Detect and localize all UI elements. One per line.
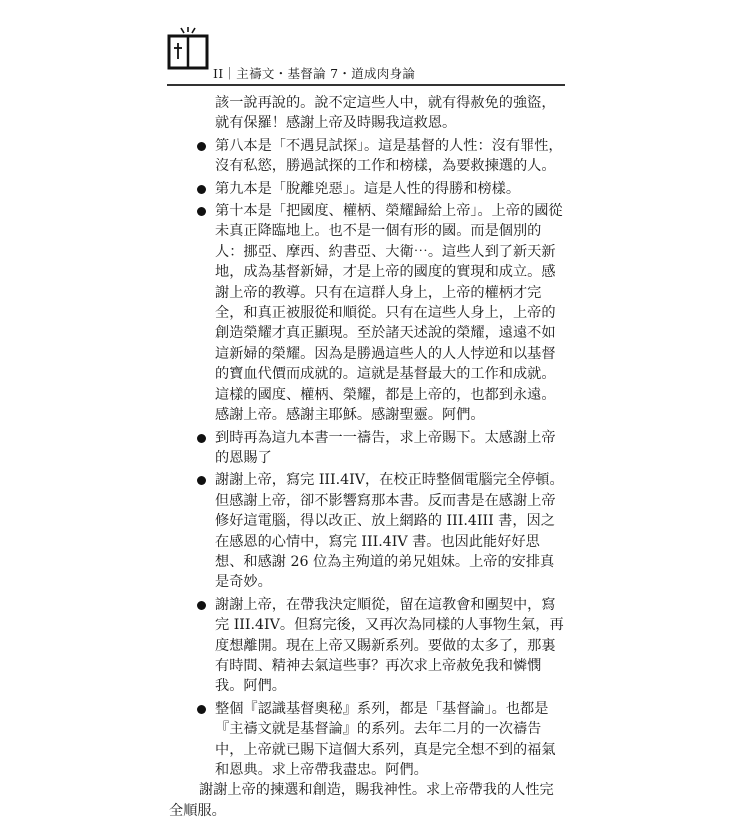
list-item-text: 到時再為這九本書一一禱告，求上帝賜下。太感謝上帝的恩賜了 <box>215 429 556 466</box>
closing-paragraph: 謝謝上帝的揀選和創造，賜我神性。求上帝帶我的人性完全順服。 <box>169 782 554 819</box>
continuation-paragraph: 該一說再說的。說不定這些人中，就有得赦免的強盜，就有保羅！感謝上帝及時賜我這救恩。 <box>215 95 556 132</box>
bullet-icon <box>197 705 206 714</box>
body-text <box>169 93 567 821</box>
bullet-icon <box>197 434 206 443</box>
list-item-text: 第九本是「脫離兇惡」。這是人性的得勝和榜樣。 <box>215 180 521 197</box>
list-item <box>169 595 567 697</box>
bullet-icon <box>197 476 206 485</box>
list-item-text: 整個『認識基督奧秘』系列，都是「基督論」。也都是『主禱文就是基督論』的系列。去年二月的一次禱告中，上帝就已賜下這個大系列，真是完全想不到的福氣和恩典。求上帝帶我盡忠。阿們。 <box>215 700 556 778</box>
list-item <box>169 699 567 781</box>
bullet-icon <box>197 142 206 151</box>
list-item-text: 第十本是「把國度、權柄、榮耀歸給上帝」。上帝的國從未真正降臨地上。也不是一個有形的國。而是個別的人：挪亞、摩西、約書亞、大衛⋯。這些人到了新天新地，成為基督新婦，才是上帝的國度的實現和成立。感謝上帝的教導。只有在這群人身上，上帝的權柄才完全，和真正被服從和順從。只有在這些人身上，上帝的創造榮耀才真正顯現。至於諸天述說的榮耀，遠遠不如這新婦的榮耀。因為是勝過這些人的人人悖逆和以基督的寶血代價而成就的。這就是基督最大的工作和成就。這樣的國度、權柄、榮耀，都是上帝的，也都到永遠。感謝上帝。感謝主耶穌。感謝聖靈。阿們。 <box>215 203 563 424</box>
header-divider <box>167 84 565 86</box>
list-item <box>169 179 567 199</box>
list-item-text: 謝謝上帝，寫完 III.4IV，在校正時整個電腦完全停頓。但感謝上帝，卻不影響寫那本書。反而書是在感謝上帝修好這電腦，得以改正、放上網路的 III.4III 書，因之在感恩的心情中，寫完 III.4IV 書。也因此能好好思想、和感謝 26 位為主殉道的弟兄姐妹。上帝的安排真是奇妙。 <box>215 472 564 591</box>
list-item-text: 第八本是「不遇見試探」。這是基督的人性：沒有罪性，沒有私慾，勝過試探的工作和榜樣，為要救揀選的人。 <box>215 137 563 175</box>
book-with-cross-icon <box>167 27 209 71</box>
list-item <box>169 470 567 592</box>
list-item <box>169 428 567 469</box>
list-item <box>169 201 567 425</box>
bullet-list <box>169 136 567 781</box>
bullet-icon <box>197 185 206 194</box>
running-head: II｜主禱文・基督論 7・道成肉身論 <box>213 66 416 81</box>
bullet-icon <box>197 601 206 610</box>
list-item <box>169 136 567 177</box>
list-item-text: 謝謝上帝，在帶我決定順從，留在這教會和團契中，寫完 III.4IV。但寫完後，又再次為同樣的人事物生氣，再度想離開。現在上帝又賜新系列。要做的太多了，那裏有時間、精神去氣這些事？再次求上帝赦免我和憐憫我。阿們。 <box>215 596 564 695</box>
bullet-icon <box>197 207 206 216</box>
